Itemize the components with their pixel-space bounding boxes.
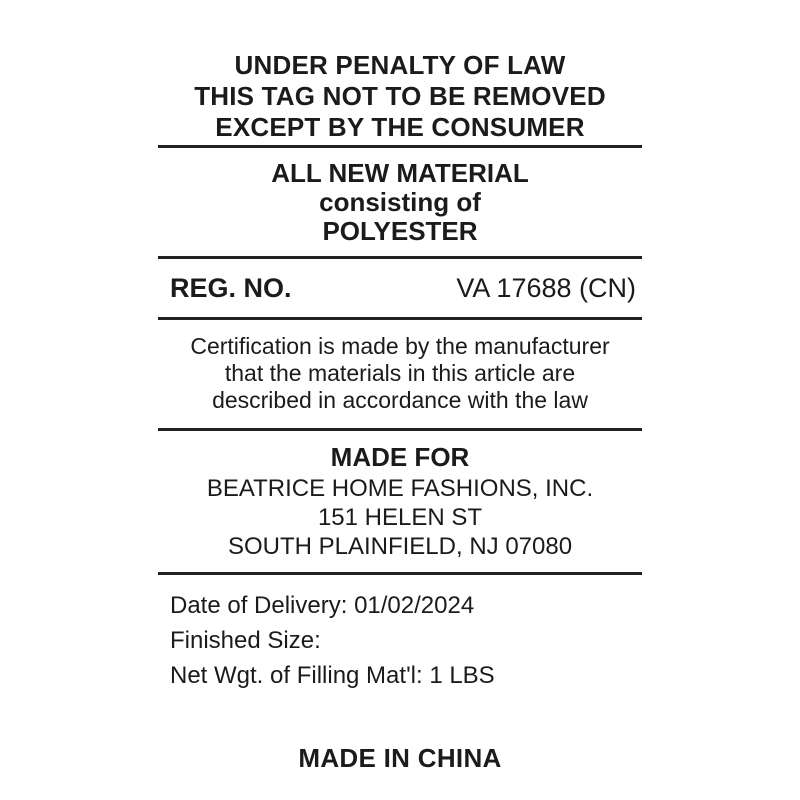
material-fiber: POLYESTER — [322, 216, 478, 246]
finished-size: Finished Size: — [170, 627, 321, 654]
company-street: 151 HELEN ST — [317, 504, 483, 531]
net-weight: Net Wgt. of Filling Mat'l: 1 LBS — [170, 662, 495, 689]
company-name: BEATRICE HOME FASHIONS, INC. — [206, 475, 594, 502]
certification-line-3: described in accordance with the law — [212, 387, 588, 413]
details-section — [158, 575, 642, 693]
law-label — [158, 0, 642, 774]
certification-line-1: Certification is made by the manufacturer — [190, 333, 610, 359]
country-of-origin: MADE IN CHINA — [298, 743, 502, 773]
penalty-line-1: UNDER PENALTY OF LAW — [234, 50, 566, 80]
material-heading: ALL NEW MATERIAL — [271, 158, 529, 188]
certification-line-2: that the materials in this article are — [224, 360, 576, 386]
delivery-date: Date of Delivery: 01/02/2024 — [170, 592, 475, 619]
reg-no-value: VA 17688 (CN) — [456, 273, 636, 303]
material-consisting-of: consisting of — [319, 187, 481, 217]
made-for-section — [158, 431, 642, 575]
company-city-state-zip: SOUTH PLAINFIELD, NJ 07080 — [227, 533, 573, 560]
registration-section — [158, 259, 642, 320]
penalty-line-2: THIS TAG NOT TO BE REMOVED — [194, 81, 606, 111]
penalty-notice-section — [158, 50, 642, 148]
certification-section — [158, 320, 642, 431]
penalty-line-3: EXCEPT BY THE CONSUMER — [215, 112, 585, 142]
reg-no-label: REG. NO. — [170, 273, 292, 303]
material-section — [158, 148, 642, 259]
made-for-heading: MADE FOR — [330, 442, 470, 472]
